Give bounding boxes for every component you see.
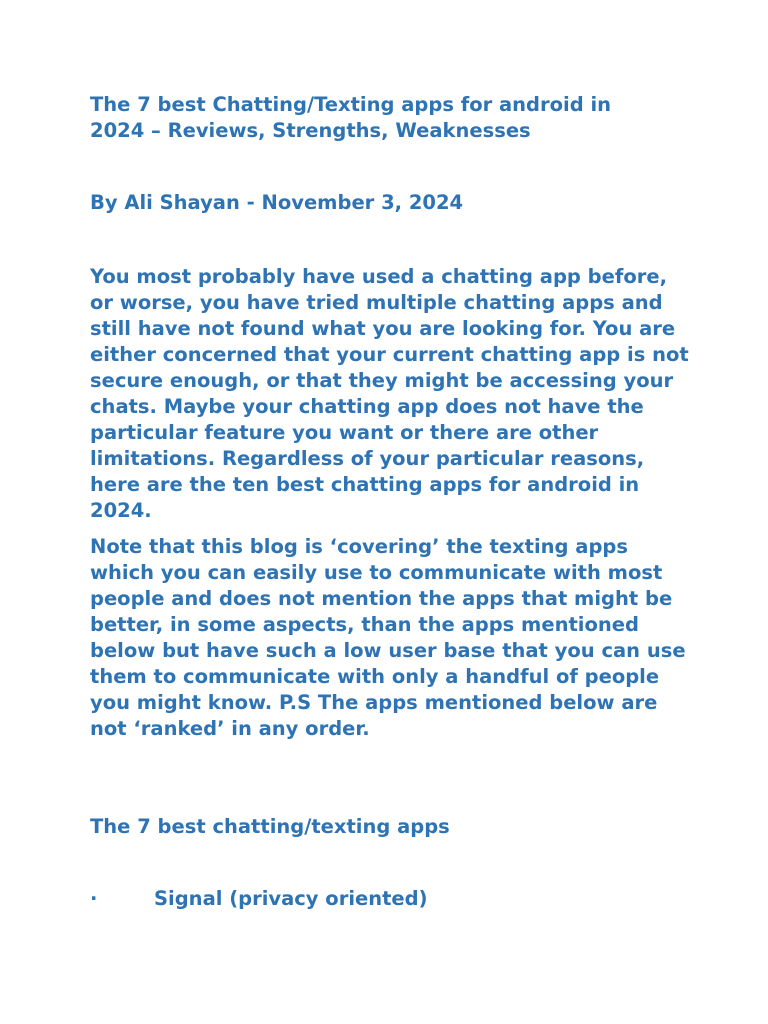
byline: By Ali Shayan - November 3, 2024 [90,191,464,214]
intro-paragraph: You most probably have used a chatting app before, or worse, you have tried multiple chatting apps and still have not found what you are looking for. You are either concerned that your current chatting app is not secure enough, or that they might be accessing your chats. Maybe your chatting app does not have the particular feature you want or there are other limitations. Regardless of your particular reasons, here are the ten best chatting apps for android in 2024. [90,265,689,522]
list-item-label: Signal (privacy oriented) [154,887,428,910]
note-paragraph: Note that this blog is ‘covering’ the texting apps which you can easily use to communicate with most people and does not mention the apps that might be better, in some aspects, than the apps mentioned below but have such a low user base that you can use them to communicate with only a handful of people you might know. P.S The apps mentioned below are not ‘ranked’ in any order. [90,535,686,740]
bullet-glyph: · [90,887,98,910]
list-item [90,886,428,912]
section-heading: The 7 best chatting/texting apps [90,815,450,838]
document-title: The 7 best Chatting/Texting apps for android in 2024 – Reviews, Strengths, Weaknesses [90,93,612,142]
